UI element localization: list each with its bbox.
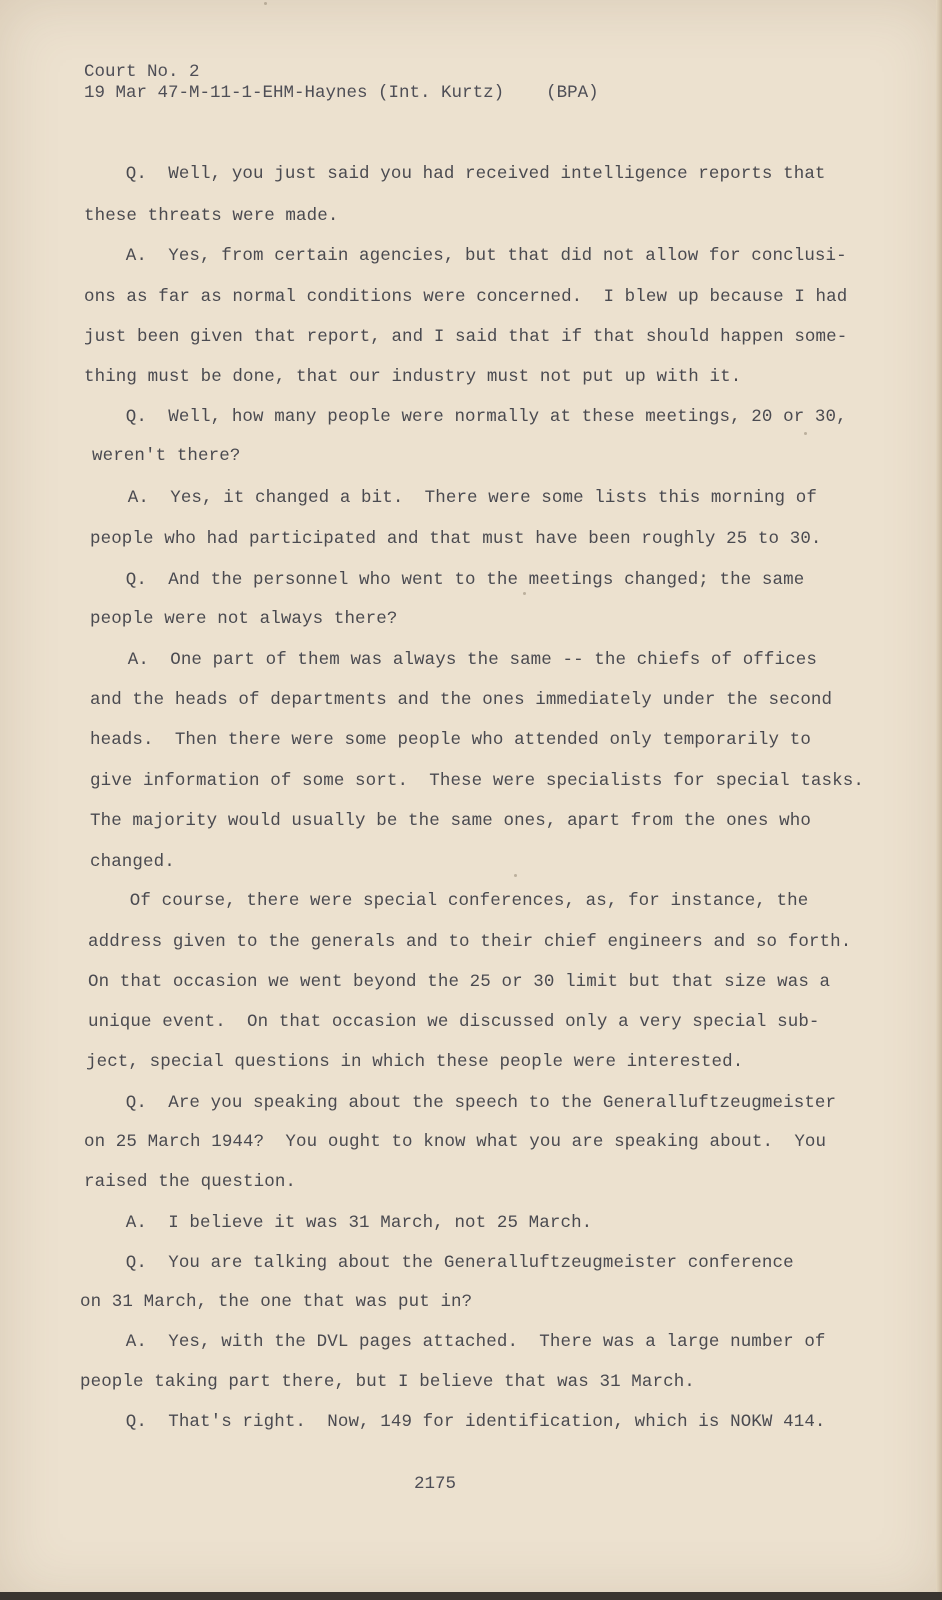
transcript-line: give information of some sort. These were specialists for special tasks. [90,771,864,791]
scan-bottom-border [0,1592,942,1600]
paper-speck [264,2,267,5]
transcript-line: these threats were made. [84,206,339,226]
transcript-line: raised the question. [84,1172,297,1192]
session-reference: 19 Mar 47-M-11-1-EHM-Haynes (Int. Kurtz) (BPA) [84,83,599,103]
transcript-line: just been given that report, and I said that if that should happen some- [84,327,848,347]
court-number: Court No. 2 [84,62,200,82]
transcript-line: A. Yes, it changed a bit. There were some lists this morning of [96,488,817,508]
transcript-line: and the heads of departments and the ones immediately under the second [90,690,833,710]
transcript-line: heads. Then there were some people who attended only temporarily to [90,730,811,750]
transcript-line: on 25 March 1944? You ought to know what you are speaking about. You [84,1132,827,1152]
page-number: 2175 [413,1474,456,1494]
transcript-line: Q. You are talking about the Generalluftzeugmeister conference [94,1253,794,1273]
transcript-line: A. I believe it was 31 March, not 25 March. [94,1213,593,1233]
transcript-line: on 31 March, the one that was put in? [80,1292,473,1312]
transcript-line: people who had participated and that must have been roughly 25 to 30. [90,529,822,549]
transcript-line: A. One part of them was always the same -- the chiefs of offices [96,650,817,670]
transcript-line: ons as far as normal conditions were concerned. I blew up because I had [84,287,848,307]
transcript-line: changed. [90,852,175,872]
transcript-line: thing must be done, that our industry must not put up with it. [84,367,742,387]
transcript-line: people taking part there, but I believe that was 31 March. [80,1372,695,1392]
paper-speck [804,432,807,435]
transcript-line: Q. And the personnel who went to the meetings changed; the same [94,570,805,590]
transcript-line: people were not always there? [90,609,398,629]
transcript-line: unique event. On that occasion we discussed only a very special sub- [88,1012,820,1032]
transcript-line: A. Yes, with the DVL pages attached. There was a large number of [94,1332,826,1352]
transcript-line: Of course, there were special conferences, as, for instance, the [98,891,809,911]
transcript-header [84,62,599,104]
transcript-line: weren't there? [92,446,241,466]
transcript-line: The majority would usually be the same ones, apart from the ones who [90,811,811,831]
transcript-line: A. Yes, from certain agencies, but that did not allow for conclusi- [94,246,847,266]
transcript-line: address given to the generals and to their chief engineers and so forth. [88,932,852,952]
transcript-line: Q. Are you speaking about the speech to the Generalluftzeugmeister [94,1093,837,1113]
transcript-line: Q. Well, how many people were normally at these meetings, 20 or 30, [94,407,847,427]
paper-speck [523,592,526,595]
transcript-line: ject, special questions in which these people were interested. [86,1052,744,1072]
transcript-line: Q. Well, you just said you had received intelligence reports that [94,164,826,184]
transcript-line: On that occasion we went beyond the 25 or 30 limit but that size was a [88,972,831,992]
page-edge-shadow [936,0,942,1600]
paper-speck [514,874,517,877]
transcript-line: Q. That's right. Now, 149 for identification, which is NOKW 414. [94,1412,826,1432]
